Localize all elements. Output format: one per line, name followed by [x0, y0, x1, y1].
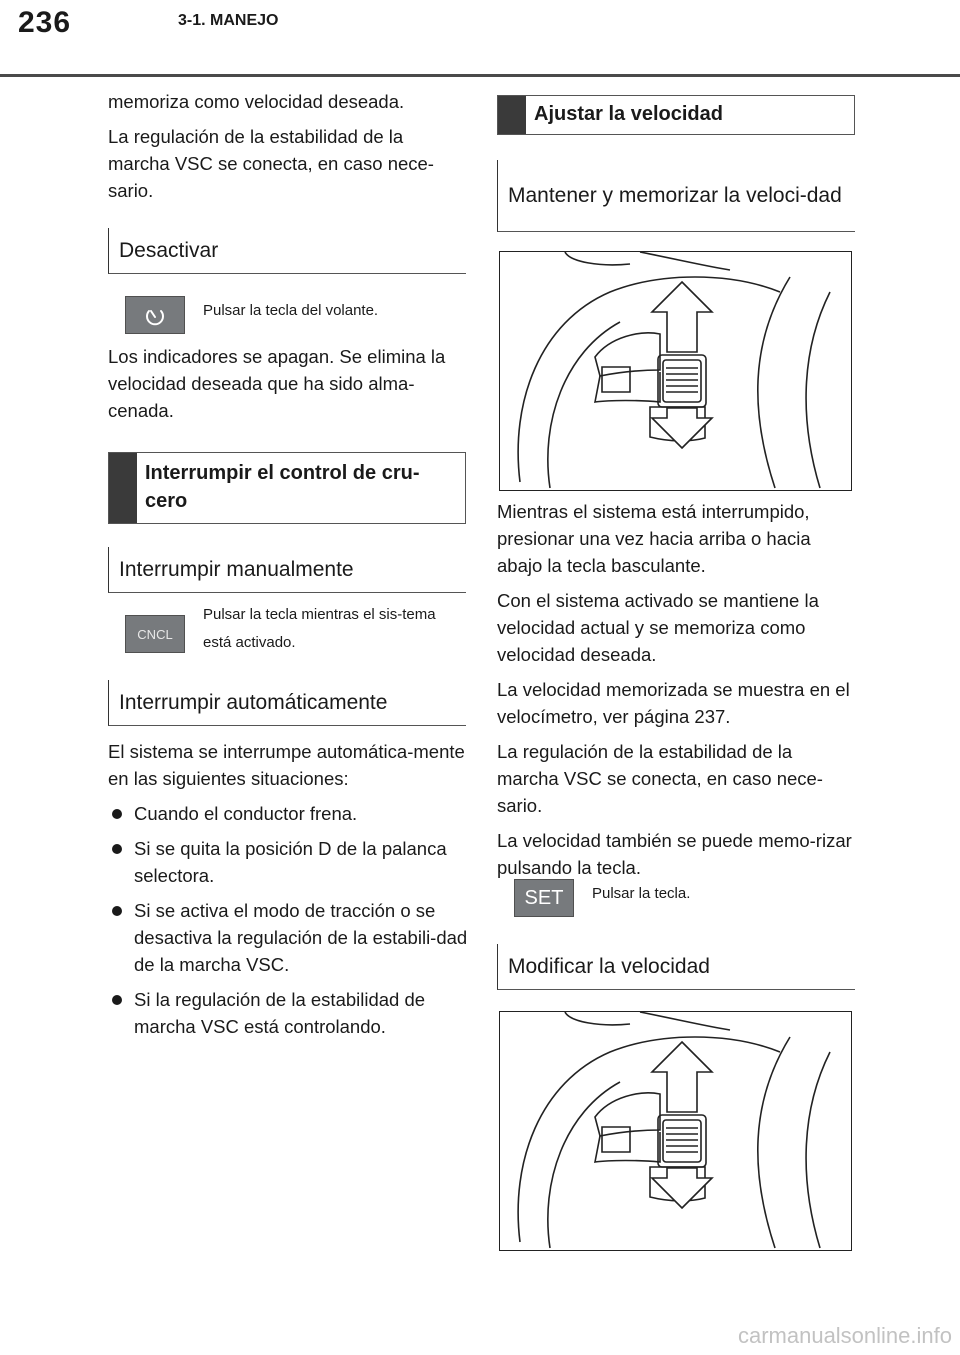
paragraph: El sistema se interrumpe automática-mente en las siguientes situaciones:	[108, 741, 465, 789]
list-item: Si se activa el modo de tracción o se desactiva la regulación de la estabili-dad de la marcha VSC.	[108, 897, 470, 978]
watermark: carmanualsonline.info	[737, 1323, 952, 1348]
paragraph: La regulación de la estabilidad de la marcha VSC se conecta, en caso nece-sario.	[108, 126, 434, 201]
desactivar-result	[108, 343, 468, 432]
cruise-control-button[interactable]	[125, 296, 185, 334]
list-item: Cuando el conductor frena.	[108, 800, 470, 827]
heading-text: Modificar la velocidad	[508, 955, 710, 978]
paragraph: La regulación de la estabilidad de la marcha VSC se conecta, en caso nece-sario.	[497, 741, 823, 816]
heading-interrumpir-auto	[108, 680, 466, 726]
header-divider	[0, 74, 960, 77]
list-item: Si se quita la posición D de la palanca selectora.	[108, 835, 470, 889]
chapter-title: 3-1. MANEJO	[178, 12, 279, 29]
heading-text: Desactivar	[119, 239, 219, 262]
auto-interrupt-list	[108, 738, 470, 1048]
heading-text: Interrumpir automáticamente	[119, 691, 388, 714]
set-button[interactable]	[514, 879, 574, 917]
paragraph: Los indicadores se apagan. Se elimina la velocidad deseada que ha sido alma-cenada.	[108, 346, 446, 421]
key-instruction: Pulsar la tecla del volante.	[203, 302, 379, 319]
speedometer-icon	[144, 304, 166, 326]
heading-bar	[498, 96, 526, 134]
section-ajustar	[497, 95, 855, 135]
steering-wheel-figure-2	[499, 1011, 852, 1251]
heading-text: Interrumpir manualmente	[119, 558, 354, 581]
steering-wheel-figure	[499, 251, 852, 491]
section-title: Ajustar la velocidad	[534, 103, 723, 125]
page-number: 236	[18, 6, 72, 39]
key-instruction: Pulsar la tecla mientras el sis-tema está activado.	[203, 606, 436, 651]
cncl-button[interactable]	[125, 615, 185, 653]
heading-interrumpir-manual	[108, 547, 466, 593]
key-instruction: Pulsar la tecla.	[592, 885, 691, 902]
heading-bar	[109, 453, 137, 523]
paragraph: memoriza como velocidad deseada.	[108, 91, 405, 112]
paragraph: Con el sistema activado se mantiene la velocidad actual y se memoriza como velocidad deseada.	[497, 590, 819, 665]
left-column-intro	[108, 88, 468, 212]
list-item: Si la regulación de la estabilidad de marcha VSC está controlando.	[108, 986, 470, 1040]
paragraph: Mientras el sistema está interrumpido, presionar una vez hacia arriba o hacia abajo la tecla basculante.	[497, 501, 811, 576]
heading-text: Mantener y memorizar la veloci-dad	[508, 184, 842, 207]
heading-modificar	[497, 944, 855, 990]
section-title: Interrumpir el control de cru-cero	[145, 462, 420, 512]
key-label: SET	[524, 886, 564, 909]
heading-desactivar	[108, 228, 466, 274]
paragraph: La velocidad memorizada se muestra en el velocímetro, ver página 237.	[497, 679, 850, 727]
key-label: CNCL	[137, 626, 173, 642]
steering-wheel-switch-illustration	[500, 1012, 851, 1250]
section-interrumpir	[108, 452, 466, 524]
right-column-text	[497, 498, 855, 889]
heading-mantener	[497, 160, 855, 232]
steering-wheel-switch-illustration	[500, 252, 851, 490]
paragraph: La velocidad también se puede memo-rizar pulsando la tecla.	[497, 830, 852, 878]
